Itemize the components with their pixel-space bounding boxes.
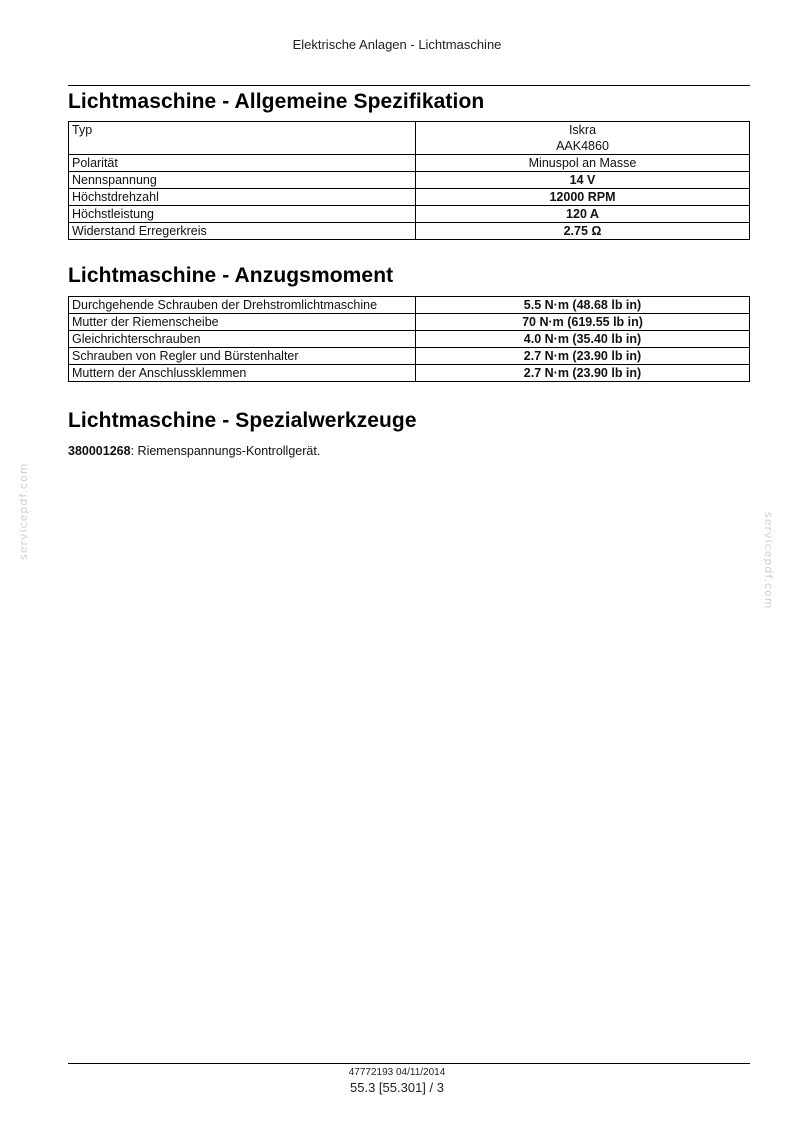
spec-value: 12000 RPM xyxy=(416,189,750,206)
spec-label: Höchstleistung xyxy=(69,206,416,223)
torque-value: 5.5 N·m (48.68 lb in) xyxy=(416,297,750,314)
section-title-special-tools: Lichtmaschine - Spezialwerkzeuge xyxy=(68,409,417,432)
table-row xyxy=(69,348,750,365)
spec-value: Minuspol an Masse xyxy=(416,155,750,172)
footer-page-ref: 55.3 [55.301] / 3 xyxy=(350,1080,444,1095)
watermark-left: servicepdf.com xyxy=(17,462,30,560)
tool-description: Riemenspannungs-Kontrollgerät. xyxy=(137,444,321,458)
section-title-general-spec: Lichtmaschine - Allgemeine Spezifikation xyxy=(68,90,485,113)
table-row xyxy=(69,122,750,155)
general-spec-table xyxy=(68,121,750,240)
footer-divider xyxy=(68,1063,750,1064)
spec-value-line: AAK4860 xyxy=(556,139,609,153)
torque-value: 70 N·m (619.55 lb in) xyxy=(416,314,750,331)
tool-separator: : xyxy=(130,444,135,458)
torque-label: Gleichrichterschrauben xyxy=(69,331,416,348)
torque-label: Muttern der Anschlussklemmen xyxy=(69,365,416,382)
table-row xyxy=(69,297,750,314)
page-header-title: Elektrische Anlagen - Lichtmaschine xyxy=(292,37,502,52)
torque-label: Durchgehende Schrauben der Drehstromlichtmaschine xyxy=(69,297,416,314)
spec-label: Polarität xyxy=(69,155,416,172)
spec-value: 14 V xyxy=(416,172,750,189)
spec-label: Nennspannung xyxy=(69,172,416,189)
torque-value: 4.0 N·m (35.40 lb in) xyxy=(416,331,750,348)
table-row xyxy=(69,155,750,172)
table-row xyxy=(69,365,750,382)
table-row xyxy=(69,331,750,348)
spec-label: Widerstand Erregerkreis xyxy=(69,223,416,240)
spec-value xyxy=(416,122,750,155)
torque-label: Mutter der Riemenscheibe xyxy=(69,314,416,331)
table-row xyxy=(69,172,750,189)
special-tool-entry xyxy=(68,444,320,458)
header-divider xyxy=(68,85,750,86)
spec-value: 2.75 Ω xyxy=(416,223,750,240)
tool-number: 380001268 xyxy=(68,444,131,458)
watermark-right: servicepdf.com xyxy=(762,512,775,610)
table-row xyxy=(69,206,750,223)
section-title-torque: Lichtmaschine - Anzugsmoment xyxy=(68,264,394,287)
torque-value: 2.7 N·m (23.90 lb in) xyxy=(416,365,750,382)
table-row xyxy=(69,189,750,206)
spec-value-line: Iskra xyxy=(568,123,597,137)
spec-label: Typ xyxy=(69,122,416,155)
torque-table xyxy=(68,296,750,382)
spec-value: 120 A xyxy=(416,206,750,223)
torque-label: Schrauben von Regler und Bürstenhalter xyxy=(69,348,416,365)
spec-label: Höchstdrehzahl xyxy=(69,189,416,206)
footer-doc-info: 47772193 04/11/2014 xyxy=(348,1067,446,1078)
table-row xyxy=(69,314,750,331)
table-row xyxy=(69,223,750,240)
torque-value: 2.7 N·m (23.90 lb in) xyxy=(416,348,750,365)
